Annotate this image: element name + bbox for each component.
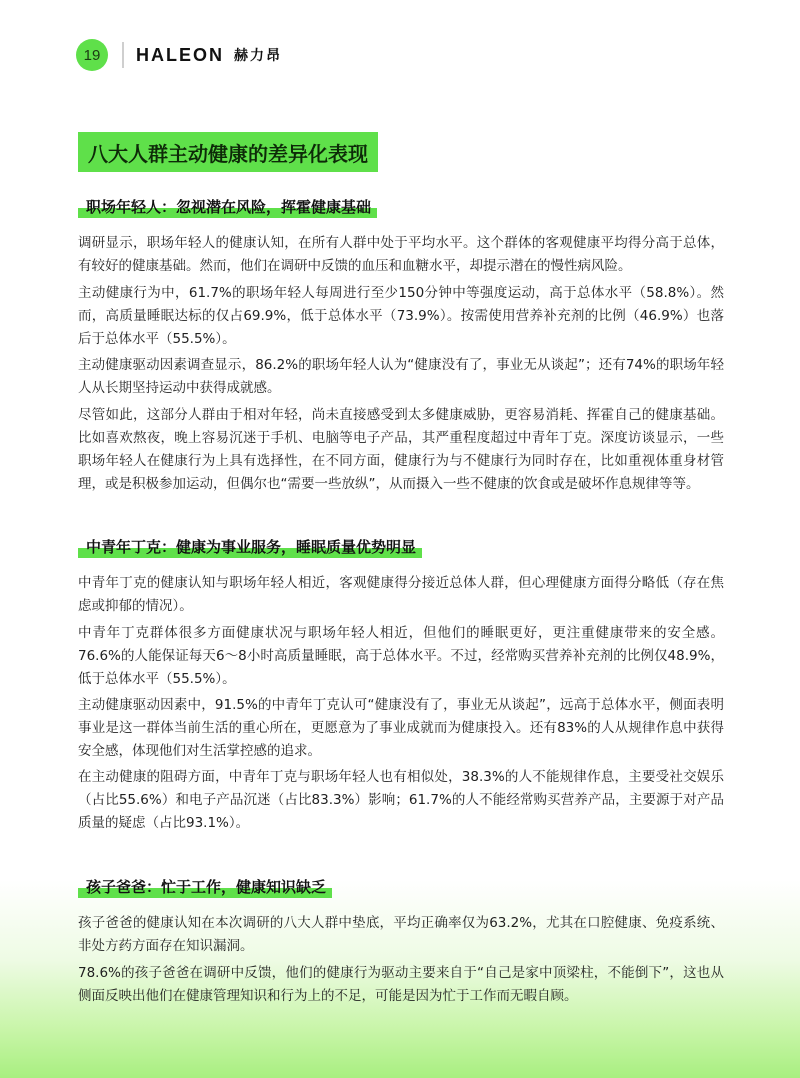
- brand-logo-en: HALEON: [136, 44, 224, 65]
- brand-logo-cn: 赫力昂: [234, 48, 282, 64]
- paragraph: 孩子爸爸的健康认知在本次调研的八大人群中垫底，平均正确率仅为63.2%，尤其在口腔健康、免疫系统、非处方药方面存在知识漏洞。: [78, 915, 724, 954]
- paragraph: 主动健康行为中，61.7%的职场年轻人每周进行至少150分钟中等强度运动，高于总体水平（58.8%）。然而，高质量睡眠达标的仅占69.9%，低于总体水平（73.9%）。按需使用营养补充剂的比例（46.9%）也落后于总体水平（55.5%）。: [78, 285, 724, 347]
- header-divider: [122, 42, 124, 68]
- paragraph: 主动健康驱动因素调查显示，86.2%的职场年轻人认为“健康没有了，事业无从谈起”；还有74%的职场年轻人从长期坚持运动中获得成就感。: [78, 357, 724, 396]
- section-heading-young-professionals: 职场年轻人：忽视潜在风险，挥霍健康基础: [78, 196, 377, 218]
- paragraph: 在主动健康的阻碍方面，中青年丁克与职场年轻人也有相似处，38.3%的人不能规律作息，主要受社交娱乐（占比55.6%）和电子产品沉迷（占比83.3%）影响；61.7%的人不能经常购买营养产品，主要源于对产品质量的疑虑（占比93.1%）。: [78, 769, 724, 831]
- page-number-badge: 19: [76, 39, 108, 71]
- paragraph: 中青年丁克群体很多方面健康状况与职场年轻人相近，但他们的睡眠更好，更注重健康带来的安全感。76.6%的人能保证每天6～8小时高质量睡眠，高于总体水平。不过，经常购买营养补充剂的比例仅48.9%，低于总体水平（55.5%）。: [78, 625, 724, 687]
- page-header: [76, 38, 282, 72]
- paragraph: 主动健康驱动因素中，91.5%的中青年丁克认可“健康没有了，事业无从谈起”，远高于总体水平，侧面表明事业是这一群体当前生活的重心所在，更愿意为了事业成就而为健康投入。还有83%的人从规律作息中获得安全感，体现他们对生活掌控感的追求。: [78, 697, 724, 759]
- paragraph: 调研显示，职场年轻人的健康认知，在所有人群中处于平均水平。这个群体的客观健康平均得分高于总体，有较好的健康基础。然而，他们在调研中反馈的血压和血糖水平，却提示潜在的慢性病风险。: [78, 235, 724, 274]
- paragraph: 中青年丁克的健康认知与职场年轻人相近，客观健康得分接近总体人群，但心理健康方面得分略低（存在焦虑或抑郁的情况）。: [78, 575, 724, 614]
- section-heading-fathers: 孩子爸爸：忙于工作，健康知识缺乏: [78, 876, 332, 898]
- main-title: 八大人群主动健康的差异化表现: [78, 132, 378, 172]
- paragraph: 尽管如此，这部分人群由于相对年轻，尚未直接感受到太多健康威胁，更容易消耗、挥霍自己的健康基础。比如喜欢熬夜，晚上容易沉迷于手机、电脑等电子产品，其严重程度超过中青年丁克。深度访谈显示，一些职场年轻人在健康行为上具有选择性，在不同方面，健康行为与不健康行为同时存在，比如重视体重身材管理，或是积极参加运动，但偶尔也“需要一些放纵”，从而摄入一些不健康的饮食或是破坏作息规律等等。: [78, 407, 724, 492]
- paragraph: 78.6%的孩子爸爸在调研中反馈，他们的健康行为驱动主要来自于“自己是家中顶梁柱，不能倒下”，这也从侧面反映出他们在健康管理知识和行为上的不足，可能是因为忙于工作而无暇自顾。: [78, 965, 724, 1004]
- section-heading-dink-couples: 中青年丁克：健康为事业服务，睡眠质量优势明显: [78, 536, 422, 558]
